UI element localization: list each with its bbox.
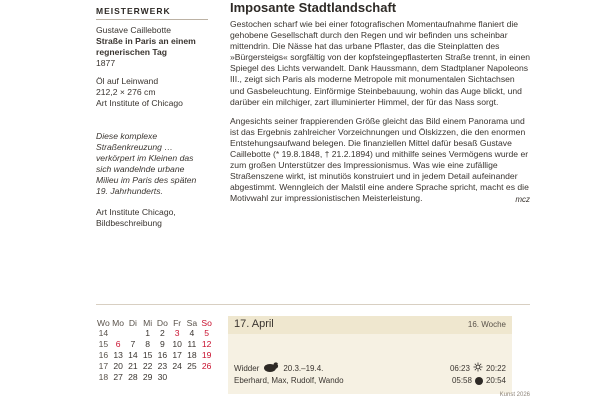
calendar-day: 24 [172, 361, 182, 371]
article [230, 0, 530, 204]
calendar-header-cell: Mo [112, 318, 125, 328]
moonrise-time: 05:58 [451, 376, 472, 385]
calendar-header-cell: So [201, 318, 212, 328]
zodiac-range: 20.3.–19.4. [283, 364, 324, 373]
calendar-day: 15 [142, 350, 153, 360]
calendar-week-row [96, 361, 214, 372]
calendar-week-number: 16 [98, 350, 109, 360]
calendar-day [185, 372, 200, 383]
ram-icon [263, 362, 279, 375]
calendar-day: 25 [187, 361, 197, 371]
calendar-header-cell: Di [128, 318, 137, 328]
author-signature: mcz [515, 194, 530, 204]
calendar-day: 3 [174, 328, 180, 338]
calendar-day: 4 [189, 328, 195, 338]
calendar-day: 22 [142, 361, 153, 371]
calendar-day: 29 [142, 372, 153, 382]
calendar-day: 1 [145, 328, 151, 338]
calendar-day: 8 [145, 339, 151, 349]
day-panel-header [228, 316, 512, 334]
calendar-day: 20 [113, 361, 123, 371]
calendar-day: 10 [172, 339, 182, 349]
sun-times [450, 362, 506, 374]
calendar-day: 21 [128, 361, 138, 371]
week-number: 16. Woche [467, 320, 506, 329]
sidebar-quote: Diese komplexe Straßenkreuzung … verkörpert im Kleinen das sich wandelnde urbane Milieu im Paris des späten 19. Jahrhunderts. [96, 131, 197, 196]
calendar-day [199, 372, 214, 383]
quote-source: Art Institute Chicago, Bildbeschreibung [96, 207, 176, 228]
calendar-day: 27 [113, 372, 123, 382]
calendar-week-number: 14 [98, 328, 109, 338]
article-paragraph-2: Angesichts seiner frappierenden Größe gleicht das Bild einem Panorama und ist das Ergebnis zahlreicher Vorzeichnungen und Ölskizzen, die den enormen Entstehungsaufwand belegen. Die finanziellen Mittel dafür besaß Gustave Caillebotte (* 19.8.1848, † 21.2.1894) und mithilfe seines Vermögens wurde er zum großen Unterstützer des Impressionismus. Was wie eine zufällige Straßenszene wirkt, ist minutiös konstruiert und in jedem Detail aufeinander abgestimmt. Wenngleich der Malstil eine andere Sprache spricht, macht es die Motivwahl zur impressionistischen Meisterleistung. [230, 115, 529, 204]
artwork-title: Straße in Paris an einem regnerischen Tag [96, 36, 196, 57]
article-headline: Imposante Stadtlandschaft [230, 0, 397, 15]
calendar-day: 19 [201, 350, 212, 360]
calendar-week-number: 15 [98, 339, 109, 349]
calendar-day: 7 [130, 339, 136, 349]
zodiac-name: Widder [234, 364, 260, 373]
calendar-week-number: 17 [98, 361, 109, 371]
calendar-day: 12 [201, 339, 212, 349]
moon-times [452, 376, 506, 385]
calendar-day [170, 372, 185, 383]
calendar-day [111, 328, 126, 339]
calendar-week-row [96, 328, 214, 339]
calendar-week-row [96, 350, 214, 361]
copyright-notice: Kunst 2026 [499, 392, 530, 398]
calendar-day: 11 [187, 339, 197, 349]
mini-calendar [96, 318, 214, 383]
calendar-day: 23 [157, 361, 168, 371]
calendar-header [96, 318, 214, 328]
moonset-time: 20:54 [485, 376, 506, 385]
current-date: 17. April [234, 318, 274, 330]
section-kicker: MEISTERWERK [96, 0, 208, 20]
calendar-header-cell: Fr [173, 318, 182, 328]
page-divider [96, 304, 530, 305]
calendar-day: 9 [159, 339, 165, 349]
artwork-collection: Art Institute of Chicago [96, 98, 183, 108]
calendar-week-row [96, 372, 214, 383]
calendar-day: 2 [159, 328, 165, 338]
calendar-day: 30 [157, 372, 168, 382]
calendar-header-cell: Sa [186, 318, 198, 328]
artwork-details [96, 76, 208, 109]
article-paragraph-1: Gestochen scharf wie bei einer fotografischen Momentaufnahme flaniert die gehobene Gesellschaft durch den Regen und wir befinden uns scheinbar mittendrin. Die Nässe hat das urbane Pflaster, das die Steinplatten des »Bürgersteigs« sorgfältig von der kopfsteingepflasterten Straße trennt, in einen Spiegel des Lichts verwandelt. Dank Haussmann, dem Stadtplaner Napoleons III., zeigt sich Paris als moderne Metropole mit monumentalen Sichtachsen und Gasbeleuchtung. Einförmige Steinbebauung, wohin das Auge blickt, und darüber ein milchiger, zart illuminierter Himmel, der für das Nass sorgt. [230, 19, 531, 107]
zodiac-info [234, 362, 323, 375]
calendar-day: 6 [115, 339, 121, 349]
calendar-day: 18 [187, 350, 197, 360]
calendar-day: 26 [201, 361, 212, 371]
sidebar [96, 0, 208, 229]
calendar-day: 16 [157, 350, 168, 360]
calendar-day: 17 [172, 350, 182, 360]
day-panel [228, 316, 512, 394]
calendar-week-number: 18 [98, 372, 109, 382]
calendar-header-cell: Mi [143, 318, 153, 328]
calendar-day: 28 [128, 372, 138, 382]
moon-icon [475, 377, 483, 385]
sun-icon [470, 362, 486, 374]
calendar-day: 5 [204, 328, 210, 338]
artwork-dimensions: 212,2 × 276 cm [96, 87, 156, 97]
artist-name: Gustave Caillebotte [96, 25, 171, 35]
artwork-medium: Öl auf Leinwand [96, 76, 159, 86]
name-days: Eberhard, Max, Rudolf, Wando [234, 376, 344, 385]
sunset-time: 20:22 [485, 363, 506, 373]
calendar-day [126, 328, 141, 339]
sunrise-time: 06:23 [449, 363, 470, 373]
calendar-week-row [96, 339, 214, 350]
calendar-day: 14 [128, 350, 138, 360]
calendar-header-cell: Do [156, 318, 168, 328]
calendar-day: 13 [113, 350, 123, 360]
calendar-header-cell: Wo [97, 318, 110, 328]
artwork-year: 1877 [96, 58, 116, 68]
